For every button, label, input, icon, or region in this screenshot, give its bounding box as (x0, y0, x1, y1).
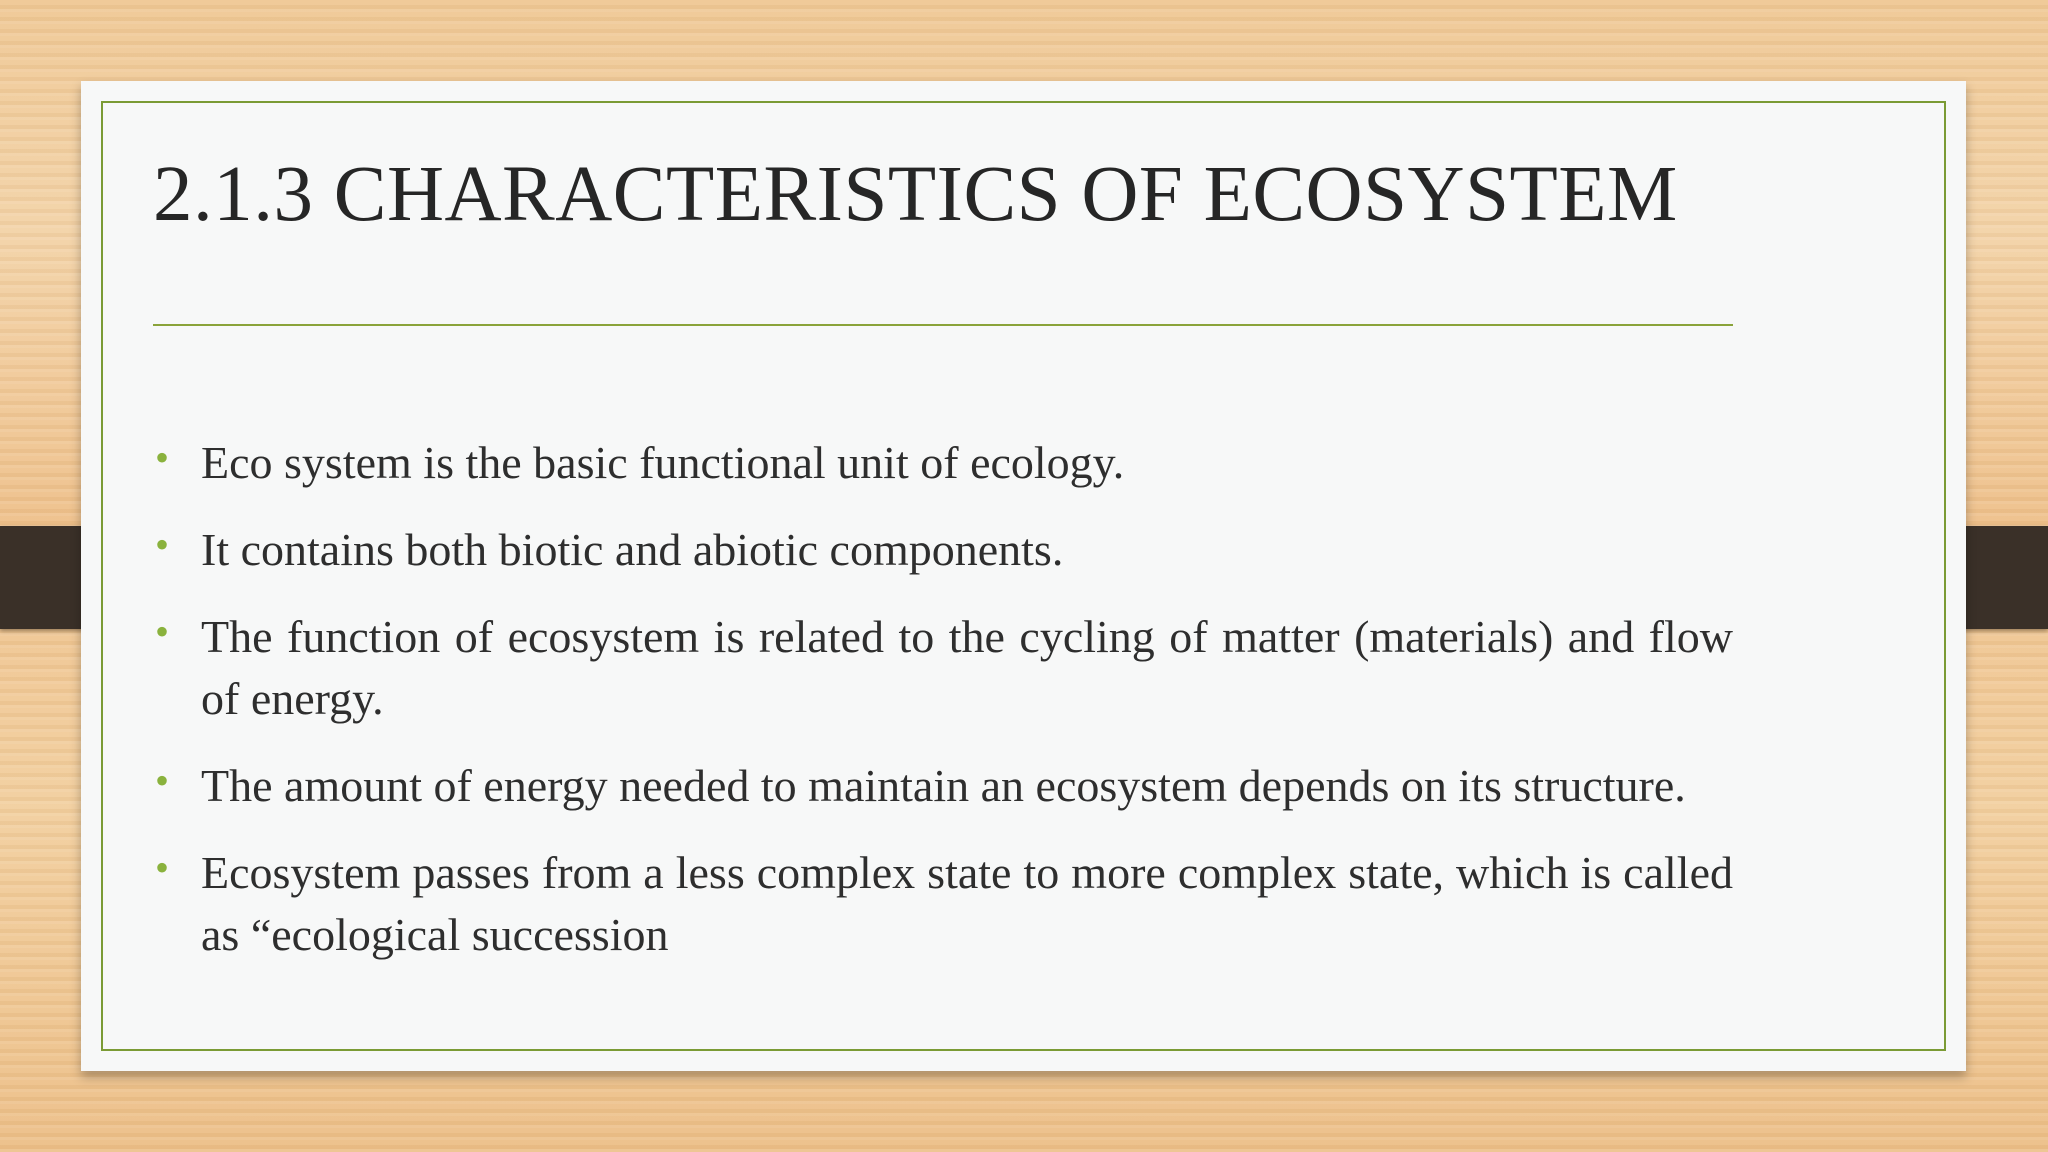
bullet-icon: • (155, 758, 170, 803)
bullet-icon: • (155, 609, 170, 654)
bullet-text: It contains both biotic and abiotic components. (201, 524, 1064, 575)
bullet-item (153, 432, 1733, 494)
bullet-list (153, 432, 1733, 991)
bullet-item (153, 519, 1733, 581)
bullet-item (153, 755, 1733, 817)
title-divider (153, 324, 1733, 326)
bullet-item (153, 842, 1733, 966)
bullet-text: Ecosystem passes from a less complex state to more complex state, which is called as “ecological succession (201, 847, 1733, 960)
bullet-text: Eco system is the basic functional unit of ecology. (201, 437, 1125, 488)
bullet-text: The function of ecosystem is related to the cycling of matter (materials) and flow of energy. (201, 611, 1733, 724)
bullet-item (153, 606, 1733, 730)
bullet-text: The amount of energy needed to maintain an ecosystem depends on its structure. (201, 760, 1686, 811)
bullet-icon: • (155, 522, 170, 567)
bullet-icon: • (155, 435, 170, 480)
bullet-icon: • (155, 845, 170, 890)
slide-title: 2.1.3 CHARACTERISTICS OF ECOSYSTEM (153, 151, 1678, 238)
